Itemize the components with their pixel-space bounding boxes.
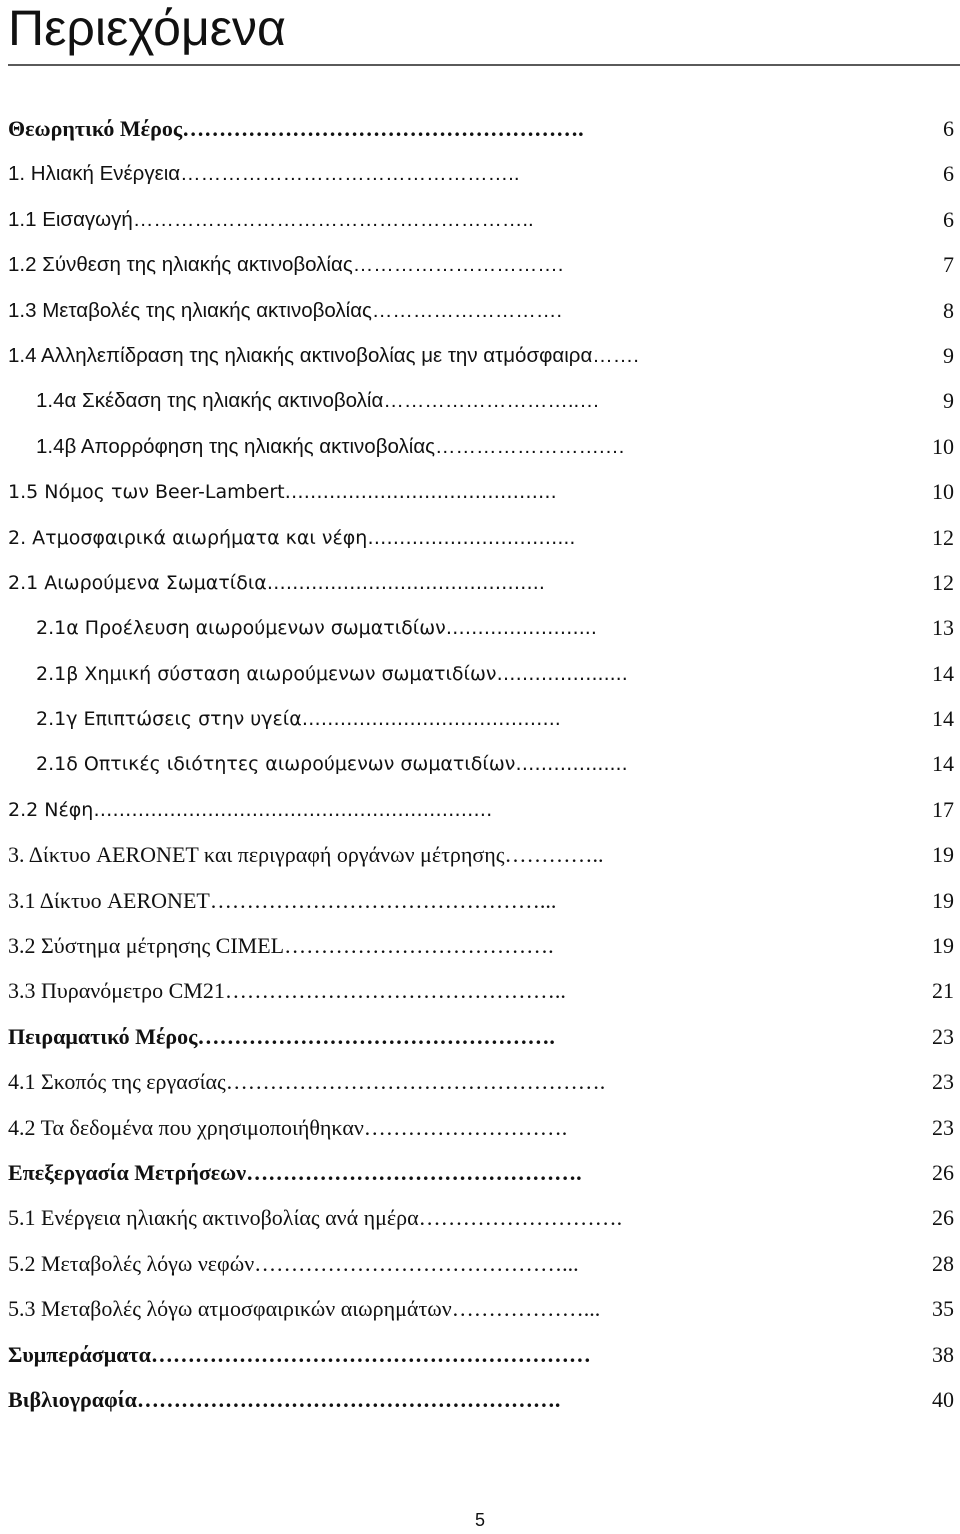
toc-entry-page: 19 — [932, 887, 954, 913]
toc-entry[interactable] — [0, 1195, 960, 1240]
toc-entry-page: 12 — [932, 524, 954, 550]
toc-entry-text: 2.1β Χημική σύσταση αιωρούμενων σωματιδίων……………...... — [36, 662, 628, 685]
toc-entry-page: 13 — [932, 615, 954, 641]
toc-entry-text: 1. Ηλιακή Ενέργεια………………………………………….. — [8, 162, 520, 186]
toc-entry[interactable] — [0, 651, 960, 696]
toc-entry[interactable] — [0, 333, 960, 378]
toc-entry-text: Θεωρητικό Μέρος………………………………………………. — [8, 116, 584, 141]
toc-entry[interactable] — [0, 1241, 960, 1286]
toc-entry[interactable] — [0, 605, 960, 650]
page-number: 5 — [474, 1510, 485, 1530]
toc-entry-text: 2.1α Προέλευση αιωρούμενων σωματιδίων…………………... — [36, 617, 597, 640]
toc-entry-page: 10 — [932, 479, 954, 505]
toc-entry[interactable] — [0, 1377, 960, 1422]
toc-entry[interactable] — [0, 106, 960, 151]
toc-entry-text: 4.2 Τα δεδομένα που χρησιμοποιήθηκαν………………………. — [8, 1114, 568, 1140]
toc-entry-page: 14 — [932, 660, 954, 686]
toc-entry-text: 1.3 Μεταβολές της ηλιακής ακτινοβολίας………………………. — [8, 298, 563, 322]
toc-entry-page: 28 — [932, 1250, 954, 1276]
toc-entry-text: 1.2 Σύνθεση της ηλιακής ακτινοβολίας…………………………. — [8, 253, 564, 277]
toc-entry-page: 12 — [932, 569, 954, 595]
toc-entry-text: Συμπεράσματα…………………………………………………… — [8, 1341, 591, 1367]
toc-entry-page: 38 — [932, 1341, 954, 1367]
toc-entry-text: 2.1δ Οπτικές ιδιότητες αιωρούμενων σωματιδίων…………...... — [36, 753, 628, 776]
toc-entry-page: 35 — [932, 1296, 954, 1322]
toc-entry-text: 5.3 Μεταβολές λόγω ατμοσφαιρικών αιωρημάτων………………... — [8, 1296, 601, 1322]
toc-entry-text: Επεξεργασία Μετρήσεων………………………………………. — [8, 1159, 582, 1185]
toc-entry-page: 23 — [932, 1114, 954, 1140]
toc-entry[interactable] — [0, 832, 960, 877]
toc-entry[interactable] — [0, 1286, 960, 1331]
table-of-contents — [0, 106, 960, 1422]
toc-entry[interactable] — [0, 424, 960, 469]
toc-entry-text: 1.4β Απορρόφηση της ηλιακής ακτινοβολίας…………………….… — [36, 434, 626, 458]
toc-entry[interactable] — [0, 151, 960, 196]
toc-entry-text: 3.3 Πυρανόμετρο CM21……………………………………….. — [8, 978, 566, 1004]
toc-entry-text: 1.4 Αλληλεπίδραση της ηλιακής ακτινοβολίας με την ατμόσφαιρα……. — [8, 343, 640, 367]
toc-entry-page: 40 — [932, 1386, 954, 1412]
toc-entry[interactable] — [0, 515, 960, 560]
toc-entry-page: 6 — [943, 206, 954, 232]
toc-entry[interactable] — [0, 741, 960, 786]
toc-entry-page: 26 — [932, 1205, 954, 1231]
toc-entry-text: 2.1γ Επιπτώσεις στην υγεία………………………………….. — [36, 708, 561, 731]
toc-entry-page: 19 — [932, 842, 954, 868]
toc-entry-page: 21 — [932, 978, 954, 1004]
toc-entry[interactable] — [0, 378, 960, 423]
toc-entry-text: 1.1 Εισαγωγή………………………………………………….. — [8, 207, 534, 231]
toc-entry-text: 3. Δίκτυο AERONET και περιγραφή οργάνων μέτρησης………….. — [8, 842, 604, 868]
toc-entry[interactable] — [0, 1332, 960, 1377]
toc-entry-page: 17 — [932, 796, 954, 822]
toc-entry-text: 5.1 Ενέργεια ηλιακής ακτινοβολίας ανά ημέρα………………………. — [8, 1205, 623, 1231]
toc-entry-text: 3.1 Δίκτυο AERONET………………………………………... — [8, 887, 557, 913]
toc-entry-page: 23 — [932, 1069, 954, 1095]
toc-entry[interactable] — [0, 242, 960, 287]
toc-entry[interactable] — [0, 288, 960, 333]
toc-entry-text: 4.1 Σκοπός της εργασίας……………………………………………. — [8, 1069, 606, 1095]
toc-entry-page: 7 — [943, 252, 954, 278]
toc-entry-page: 6 — [943, 116, 954, 141]
toc-entry-text: 3.2 Σύστημα μέτρησης CIMEL………………………………. — [8, 933, 554, 959]
toc-entry-text: Βιβλιογραφία…………………………………………………. — [8, 1386, 561, 1412]
toc-entry-text: 1.5 Νόμος των Beer-Lambert……………………………………. — [8, 481, 557, 504]
toc-entry-text: 2. Ατμοσφαιρικά αιωρήματα και νέφη…………………………... — [8, 526, 576, 549]
toc-entry-page: 19 — [932, 933, 954, 959]
toc-entry-text: 5.2 Μεταβολές λόγω νεφών……………………………………... — [8, 1250, 579, 1276]
toc-entry[interactable] — [0, 1150, 960, 1195]
toc-entry[interactable] — [0, 696, 960, 741]
toc-entry[interactable] — [0, 560, 960, 605]
toc-entry[interactable] — [0, 197, 960, 242]
toc-entry-text: 2.2 Νέφη……………………………………………………… — [8, 798, 493, 821]
toc-entry-text: 1.4α Σκέδαση της ηλιακής ακτινοβολία………………………..… — [36, 389, 600, 413]
toc-entry[interactable] — [0, 787, 960, 832]
toc-entry[interactable] — [0, 1105, 960, 1150]
toc-entry-page: 26 — [932, 1159, 954, 1185]
toc-entry[interactable] — [0, 878, 960, 923]
toc-entry[interactable] — [0, 923, 960, 968]
toc-entry-page: 14 — [932, 751, 954, 777]
toc-entry-page: 6 — [943, 161, 954, 187]
toc-entry-page: 14 — [932, 706, 954, 732]
toc-entry[interactable] — [0, 469, 960, 514]
toc-entry-page: 23 — [932, 1023, 954, 1049]
toc-entry[interactable] — [0, 968, 960, 1013]
toc-entry-text: 2.1 Αιωρούμενα Σωματίδια…………………………………….. — [8, 571, 545, 594]
toc-entry-page: 9 — [943, 388, 954, 414]
title-underline — [8, 64, 960, 66]
toc-entry-page: 9 — [943, 342, 954, 368]
toc-entry-text: Πειραματικό Μέρος…………………………………………. — [8, 1023, 555, 1049]
toc-entry-page: 10 — [932, 433, 954, 459]
page-title: Περιεχόμενα — [8, 0, 286, 56]
toc-entry[interactable] — [0, 1014, 960, 1059]
toc-entry-page: 8 — [943, 297, 954, 323]
toc-entry[interactable] — [0, 1059, 960, 1104]
